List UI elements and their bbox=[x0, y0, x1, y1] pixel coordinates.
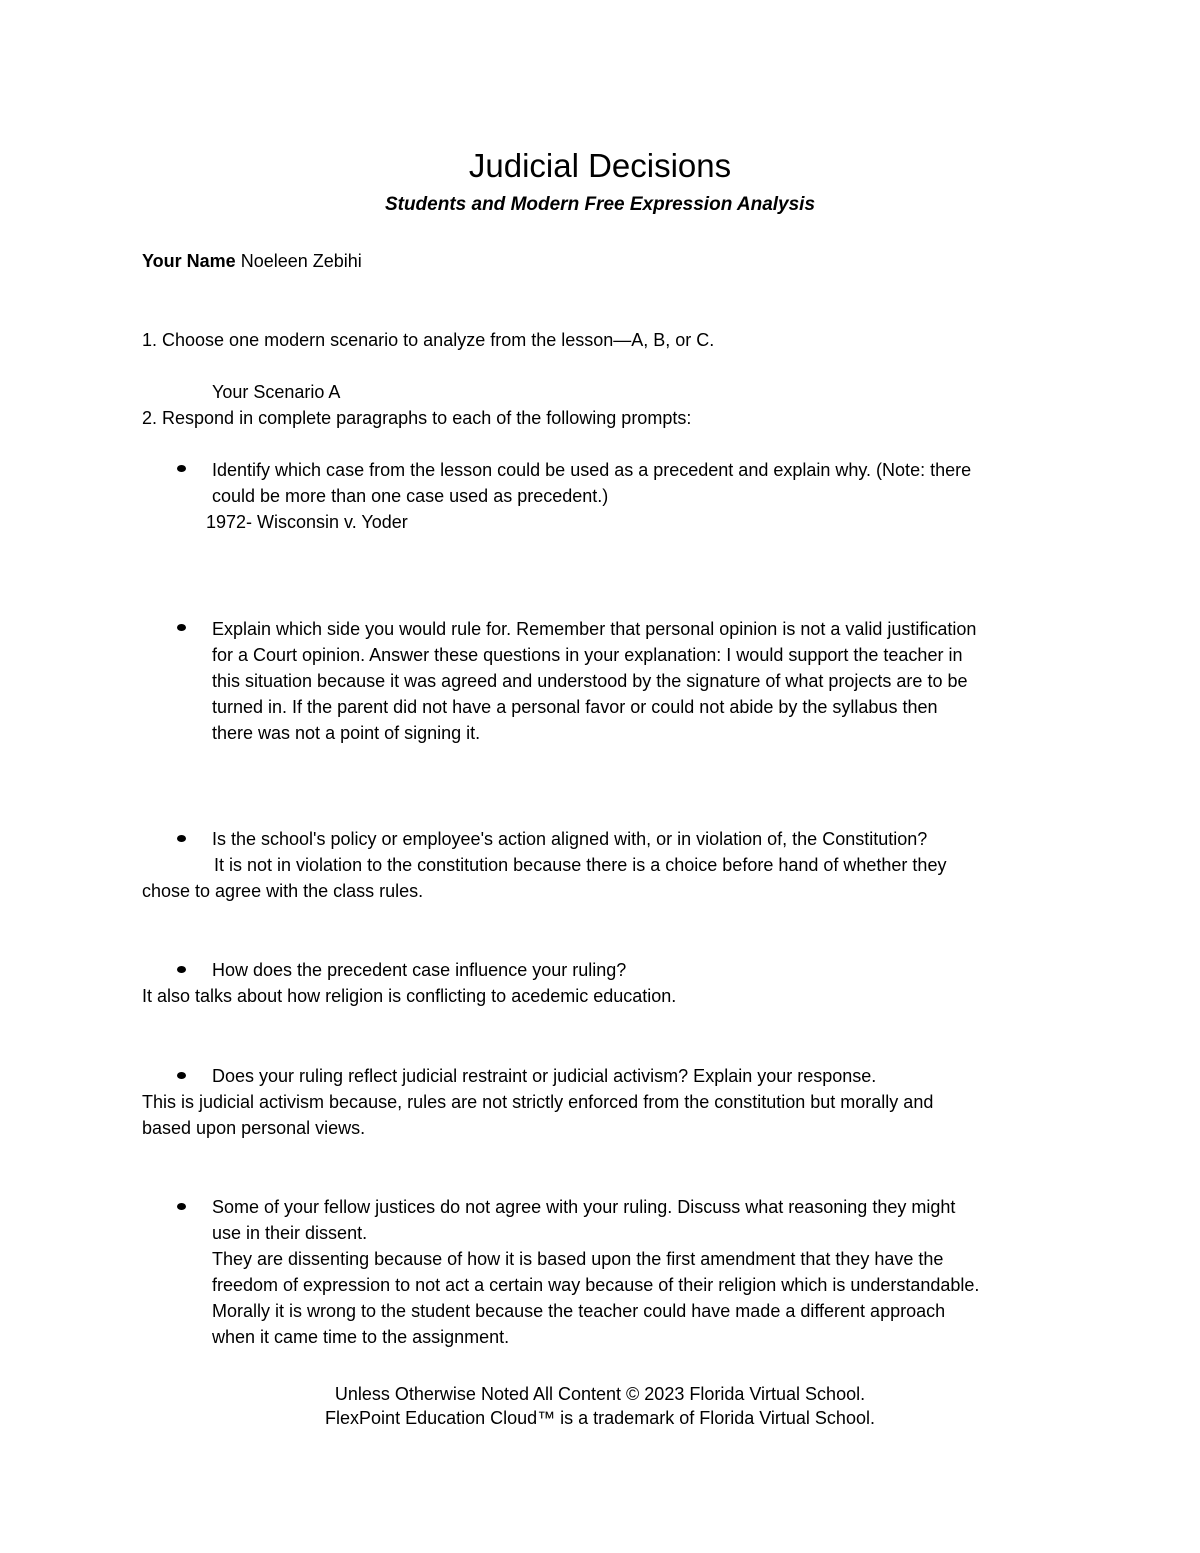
q5-answer: based upon personal views. bbox=[142, 1118, 366, 1138]
step2-prompt: 2. Respond in complete paragraphs to each of the following prompts: bbox=[142, 408, 692, 428]
q5-question: Does your ruling reflect judicial restraint or judicial activism? Explain your response. bbox=[212, 1066, 877, 1086]
q2-line: for a Court opinion. Answer these questions in your explanation: I would support the teacher in bbox=[212, 645, 963, 665]
footer-copyright: Unless Otherwise Noted All Content © 2023 Florida Virtual School. bbox=[334, 1384, 866, 1404]
q2-line: turned in. If the parent did not have a personal favor or could not abide by the syllabus then bbox=[212, 697, 938, 717]
bullet-icon bbox=[177, 966, 186, 973]
q6-block bbox=[212, 1194, 979, 1350]
q6-line: freedom of expression to not act a certain way because of their religion which is understandable. bbox=[212, 1275, 980, 1295]
q3-answer: It is not in violation to the constitution because there is a choice before hand of whether they bbox=[214, 855, 947, 875]
q2-block bbox=[212, 616, 976, 746]
q5-answer: This is judicial activism because, rules are not strictly enforced from the constitution but morally and bbox=[142, 1092, 934, 1112]
q1-line: Identify which case from the lesson could be used as a precedent and explain why. (Note: there bbox=[212, 460, 972, 480]
q2-line: this situation because it was agreed and understood by the signature of what projects are to be bbox=[212, 671, 968, 691]
q3-question: Is the school's policy or employee's action aligned with, or in violation of, the Constitution? bbox=[212, 829, 928, 849]
q6-line: use in their dissent. bbox=[212, 1223, 368, 1243]
q1-answer: 1972- Wisconsin v. Yoder bbox=[206, 512, 408, 532]
q3-answer: chose to agree with the class rules. bbox=[142, 881, 424, 901]
q6-line: Some of your fellow justices do not agree with your ruling. Discuss what reasoning they might bbox=[212, 1197, 956, 1217]
q2-line: Explain which side you would rule for. Remember that personal opinion is not a valid justification bbox=[212, 619, 977, 639]
bullet-icon bbox=[177, 1203, 186, 1210]
bullet-icon bbox=[177, 465, 186, 472]
page-title: Judicial Decisions bbox=[468, 147, 732, 184]
q6-line: when it came time to the assignment. bbox=[212, 1327, 510, 1347]
q6-line: They are dissenting because of how it is based upon the first amendment that they have the bbox=[212, 1249, 944, 1269]
name-label: Your Name bbox=[142, 251, 236, 271]
q1-block bbox=[212, 457, 971, 509]
bullet-icon bbox=[177, 835, 186, 842]
q6-line: Morally it is wrong to the student because the teacher could have made a different approach bbox=[212, 1301, 946, 1321]
bullet-icon bbox=[177, 1072, 186, 1079]
bullet-icon bbox=[177, 624, 186, 631]
q1-line: could be more than one case used as precedent.) bbox=[212, 486, 609, 506]
q2-line: there was not a point of signing it. bbox=[212, 723, 481, 743]
q4-question: How does the precedent case influence your ruling? bbox=[212, 960, 627, 980]
name-line bbox=[142, 248, 362, 274]
name-value: Noeleen Zebihi bbox=[240, 251, 362, 271]
footer-trademark: FlexPoint Education Cloud™ is a trademark of Florida Virtual School. bbox=[325, 1408, 875, 1428]
scenario-line: Your Scenario A bbox=[212, 382, 341, 402]
q4-answer: It also talks about how religion is conflicting to acedemic education. bbox=[142, 986, 677, 1006]
page-subtitle: Students and Modern Free Expression Analysis bbox=[384, 194, 816, 215]
step1-prompt: 1. Choose one modern scenario to analyze from the lesson—A, B, or C. bbox=[142, 330, 715, 350]
